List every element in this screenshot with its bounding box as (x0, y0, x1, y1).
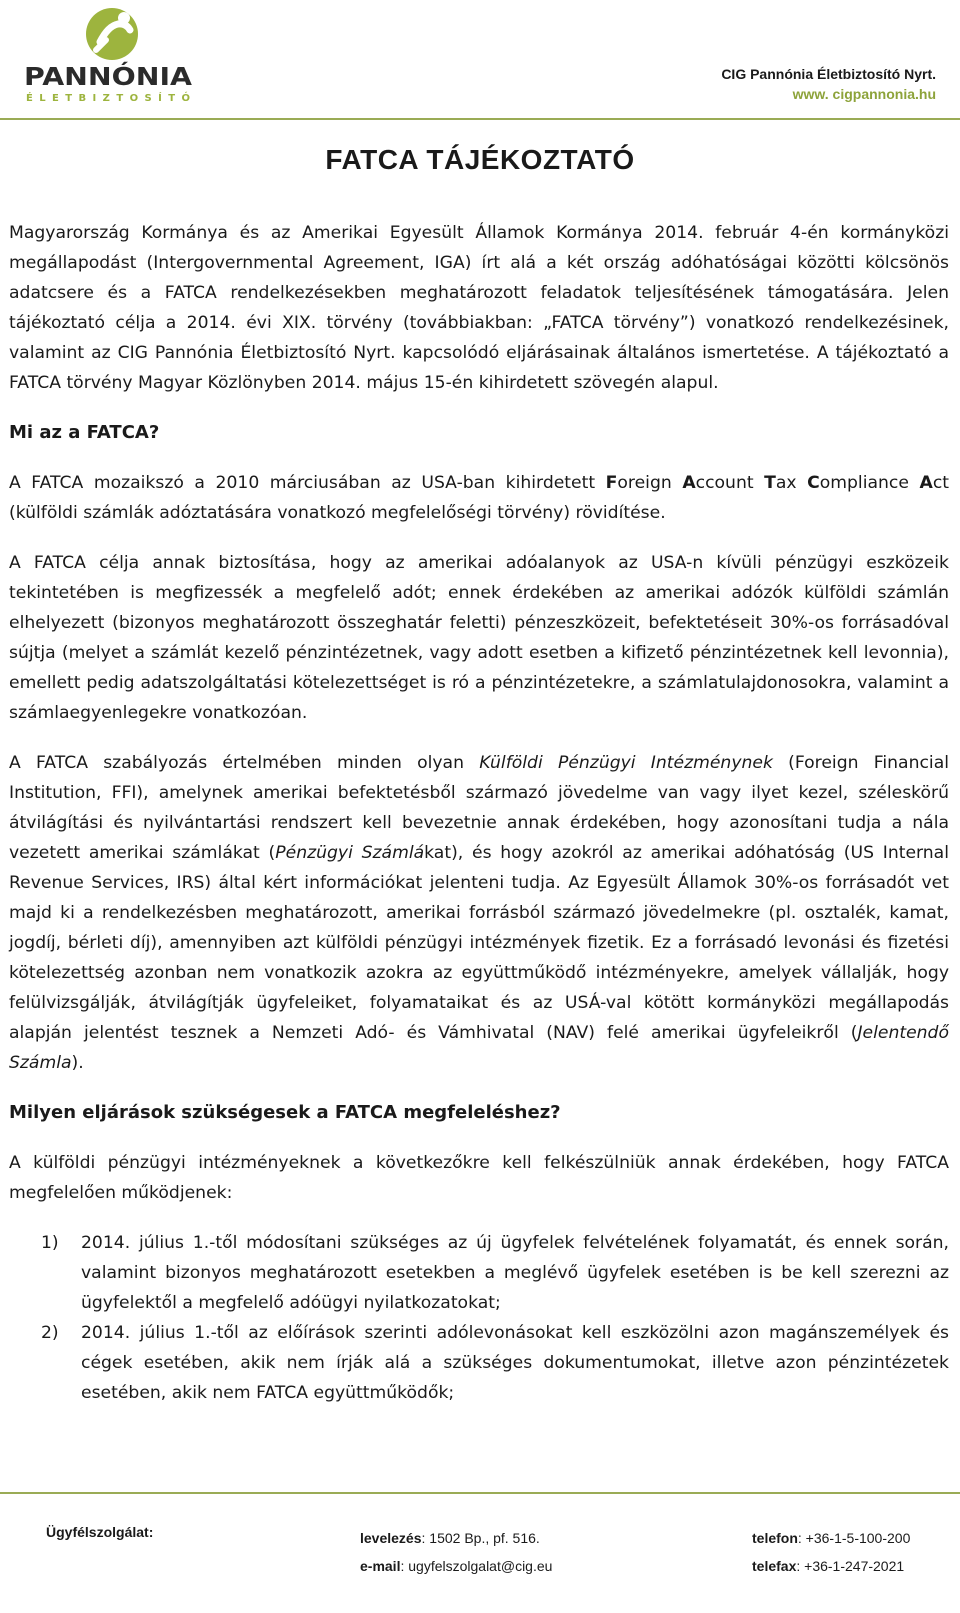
list-item-number: 2) (41, 1323, 59, 1343)
footer-contact-left (360, 1524, 552, 1580)
phone-number: telefon: +36-1-5-100-200 (752, 1530, 911, 1546)
company-name: CIG Pannónia Életbiztosító Nyrt. (721, 66, 936, 82)
logo-emblem-icon (22, 4, 202, 104)
intro-paragraph: Magyarország Kormánya és az Amerikai Egyesült Államok Kormánya 2014. február 4-én kormányközi megállapodást (Intergovernmental Agreement, IGA) írt alá a két ország adóhatóságai közötti kölcsönös adatcsere és a FATCA rendelkezésekben meghatározott feladatok teljesítésének támogatására. Jelen tájékoztató célja a 2014. évi XIX. törvény (továbbiakban: „FATCA törvény”) vonatkozó rendelkezésinek, valamint az CIG Pannónia Életbiztosító Nyrt. kapcsolódó eljárásainak általános ismertetése. A tájékoztató a FATCA törvény Magyar Közlönyben 2014. május 15-én kihirdetett szövegén alapul. (9, 223, 949, 393)
list-item-text: 2014. július 1.-től az előírások szerinti adólevonásokat kell eszközölni azon magánszemélyek és cégek esetében, akik nem írják alá a szükséges dokumentumokat, illetve azon pénzintézetek esetében, akik nem FATCA együttműködők; (81, 1323, 949, 1403)
pannonia-logo (22, 4, 202, 104)
mail-address: levelezés: 1502 Bp., pf. 516. (360, 1530, 540, 1546)
list-item-number: 1) (41, 1233, 59, 1253)
list-item (9, 1318, 949, 1408)
header-divider (0, 118, 960, 120)
footer-divider (0, 1492, 960, 1494)
footer-contact-right (752, 1524, 910, 1580)
page-footer (0, 1520, 960, 1610)
ffi-paragraph: A FATCA szabályozás értelmében minden olyan Külföldi Pénzügyi Intézménynek (Foreign Financial Institution, FFI), amelynek amerikai befektetésből származó jövedelme van vagy ilyet kezel, széleskörű átvilágítási és nyilvántartási rendszert kell bevezetnie annak érdekében, hogy azonosítani tudja a nála vezetett amerikai számlákat (Pénzügyi Számlákat), és hogy azokról az amerikai adóhatóság (US Internal Revenue Services, IRS) által kért információkat jelenteni tudja. Az Egyesült Államok 30%-os forrásadót vet majd ki a rendelkezésben meghatározott, amerikai forrásból származó jövedelmekre (pl. osztalék, kamat, jogdíj, bérleti díj), amennyiben azt külföldi pénzügyi intézmények fizetik. Ez a forrásadó levonási és fizetési kötelezettség azonban nem vonatkozik azokra az együttműködő intézményekre, amelyek vállalják, hogy felülvizsgálják, átvilágítják ügyfeleiket, folyamataikat és az USÁ-val kötött kormányközi megállapodás alapján jelentést tesznek a Nemzeti Adó- és Vámhivatal (NAV) felé amerikai ügyfeleikről (Jelentendő Számla). (9, 753, 950, 1073)
procedures-intro-paragraph: A külföldi pénzügyi intézményeknek a következőkre kell felkészülniük annak érdekében, hogy FATCA megfelelően működjenek: (9, 1153, 949, 1203)
list-item (9, 1228, 949, 1318)
email-address[interactable]: e-mail: ugyfelszolgalat@cig.eu (360, 1558, 553, 1574)
procedures-list (9, 1228, 949, 1408)
document-body (9, 218, 949, 1408)
section-heading-procedures: Milyen eljárások szükségesek a FATCA megfeleléshez? (9, 1102, 561, 1123)
list-item-text: 2014. július 1.-től módosítani szükséges az új ügyfelek felvételének folyamatát, és ennek során, valamint bizonyos meghatározott esetekben a meglévő ügyfelek esetében is be kell szerezni az ügyfelektől a megfelelő adóügyi nyilatkozatokat; (81, 1233, 949, 1313)
company-info (721, 64, 936, 104)
section-heading-what-is-fatca: Mi az a FATCA? (9, 422, 160, 443)
document-title: FATCA TÁJÉKOZTATÓ (325, 144, 635, 175)
logo-subtext: ÉLETBIZTOSÍTÓ (26, 93, 190, 104)
fatca-purpose-paragraph: A FATCA célja annak biztosítása, hogy az amerikai adóalanyok az USA-n kívüli pénzügyi eszközeik tekintetében is megfizessék a megfelelő adót; ennek érdekében az amerikai adózók külföldi számlán elhelyezett (bizonyos meghatározott összeghatár feletti) pénzeszközeit, befektetéseit 30%-os forrásadóval sújtja (melyet a számlát kezelő pénzintézetnek, vagy adott esetben a kifizető pénzintézetnek kell levonnia), emellett pedig adatszolgáltatási kötelezettséget is ró a pénzintézetekre, a számlatulajdonosokra, valamint a számlaegyenlegekre vonatkozóan. (9, 553, 949, 723)
logo-wordmark: PANNÓNIA (24, 62, 173, 91)
fatca-definition-paragraph: A FATCA mozaikszó a 2010 márciusában az USA-ban kihirdetett Foreign Account Tax Compliance Act (külföldi számlák adóztatására vonatkozó megfelelőségi törvény) rövidítése. (9, 473, 950, 523)
company-website[interactable]: www. cigpannonia.hu (792, 86, 936, 102)
customer-service-label: Ügyfélszolgálat: (46, 1524, 154, 1540)
fax-number: telefax: +36-1-247-2021 (752, 1558, 905, 1574)
page-header (0, 0, 960, 122)
